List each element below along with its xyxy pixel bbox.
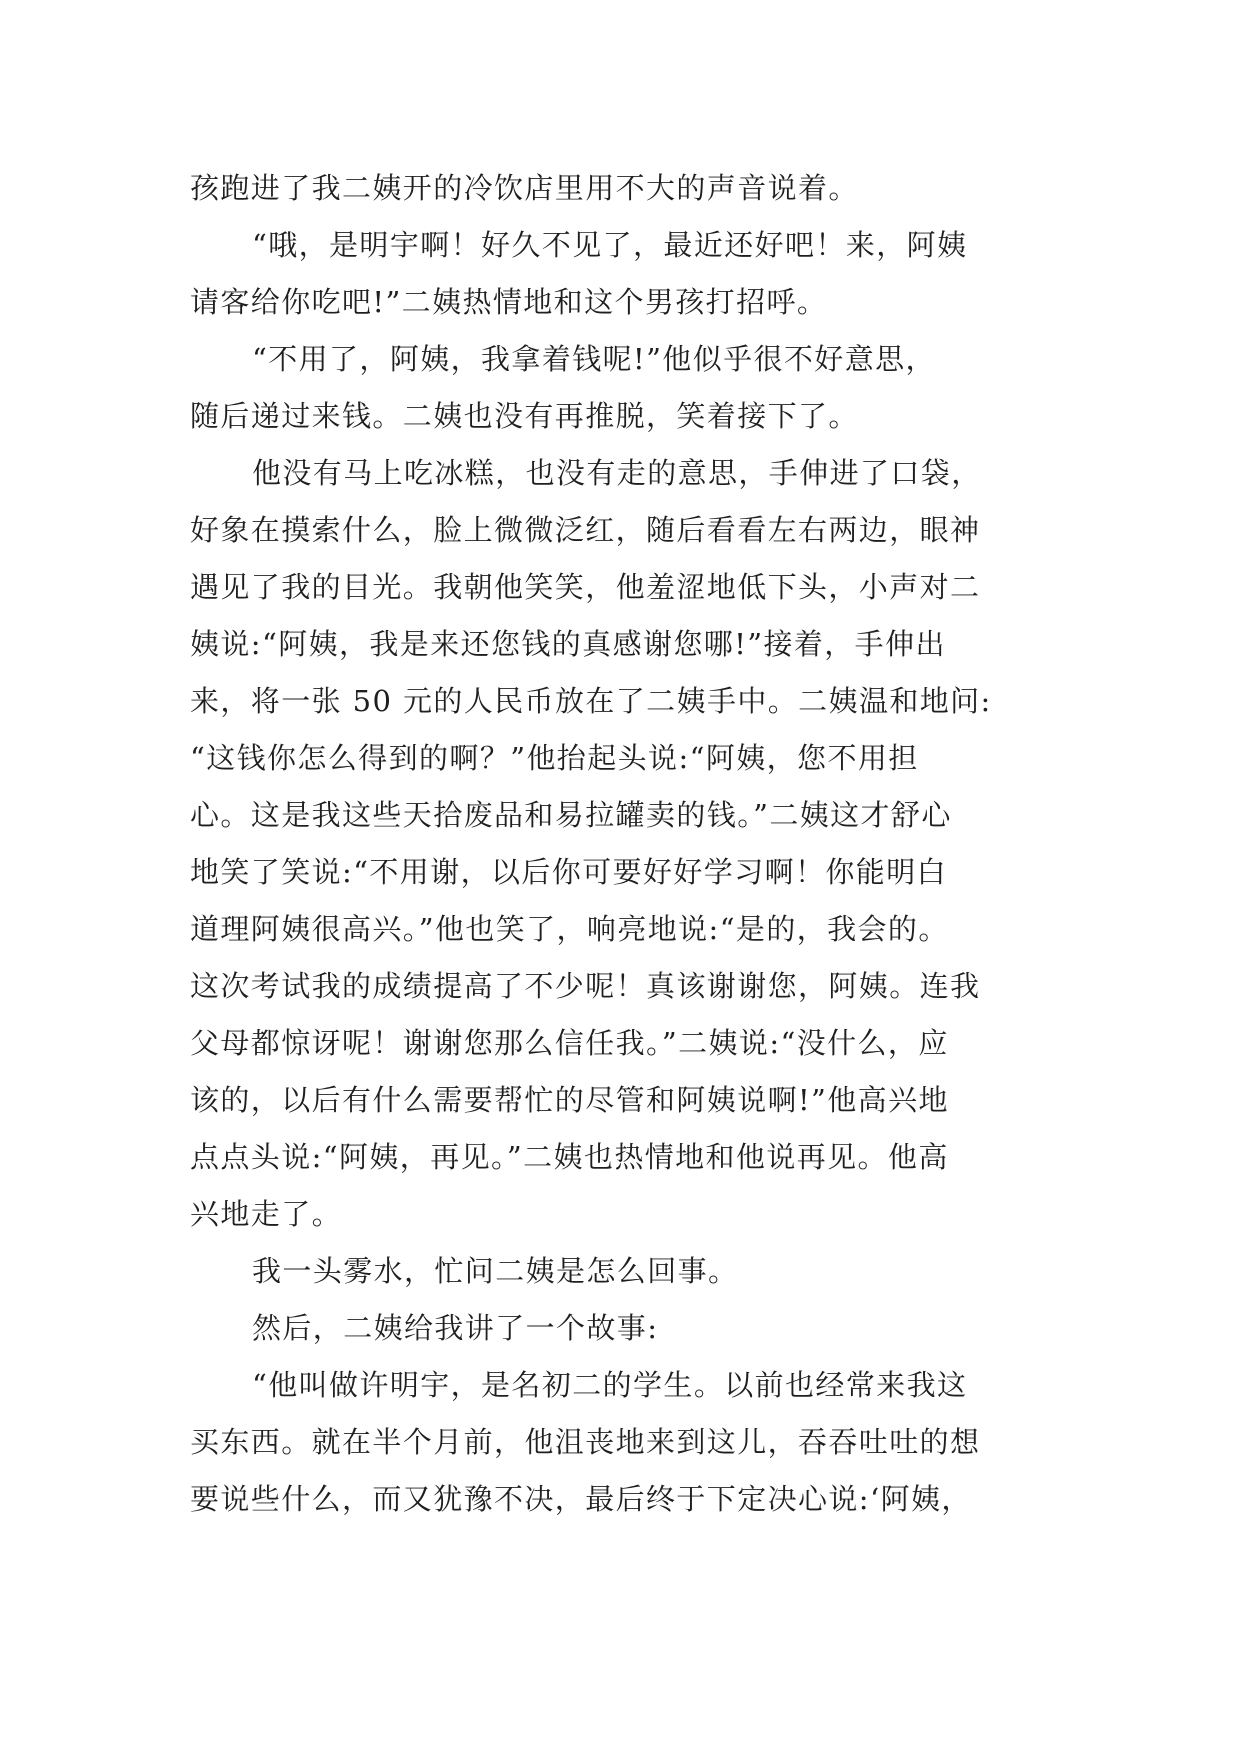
text-line: 该的，以后有什么需要帮忙的尽管和阿姨说啊!”他高兴地 [190, 1083, 949, 1117]
text-line: 遇见了我的目光。我朝他笑笑，他羞涩地低下头，小声对二 [190, 570, 981, 604]
text-line: 地笑了笑说:“不用谢，以后你可要好好学习啊！你能明白 [190, 855, 947, 889]
text-line: 姨说:“阿姨，我是来还您钱的真感谢您哪!”接着，手伸出 [190, 627, 946, 661]
text-line: 这次考试我的成绩提高了不少呢！真该谢谢您，阿姨。连我 [190, 969, 981, 1003]
text-line: 父母都惊讶呢！谢谢您那么信任我。”二姨说:“没什么，应 [190, 1026, 949, 1060]
text-line: “不用了，阿姨，我拿着钱呢!”他似乎很不好意思， [252, 342, 936, 376]
text-line: 请客给你吃吧!”二姨热情地和这个男孩打招呼。 [190, 285, 828, 319]
text-line: 好象在摸索什么，脸上微微泛红，随后看看左右两边，眼神 [190, 513, 981, 547]
text-line: 道理阿姨很高兴。”他也笑了，响亮地说:“是的，我会的。 [190, 912, 949, 946]
text-line: 心。这是我这些天拾废品和易拉罐卖的钱。”二姨这才舒心 [190, 798, 952, 832]
text-line: 来，将一张 50 元的人民币放在了二姨手中。二姨温和地问: [190, 684, 992, 718]
text-line: 然后，二姨给我讲了一个故事: [252, 1311, 659, 1345]
text-line: 孩跑进了我二姨开的冷饮店里用不大的声音说着。 [190, 171, 859, 205]
text-line: 随后递过来钱。二姨也没有再推脱，笑着接下了。 [190, 399, 859, 433]
text-line: 点点头说:“阿姨，再见。”二姨也热情地和他说再见。他高 [190, 1140, 949, 1174]
text-line: 他没有马上吃冰糕，也没有走的意思，手伸进了口袋， [252, 456, 982, 490]
text-line: 兴地走了。 [190, 1197, 343, 1231]
text-line: 买东西。就在半个月前，他沮丧地来到这儿，吞吞吐吐的想 [190, 1425, 981, 1459]
text-line: 要说些什么，而又犹豫不决，最后终于下定决心说:‘阿姨， [190, 1482, 972, 1516]
text-line: 我一头雾水，忙问二姨是怎么回事。 [252, 1254, 739, 1288]
text-line: “这钱你怎么得到的啊？”他抬起头说:“阿姨，您不用担 [190, 741, 919, 775]
body-text [190, 160, 1090, 1528]
text-line: “哦，是明宇啊！好久不见了，最近还好吧！来，阿姨 [252, 228, 968, 262]
text-line: “他叫做许明宇，是名初二的学生。以前也经常来我这 [252, 1368, 968, 1402]
